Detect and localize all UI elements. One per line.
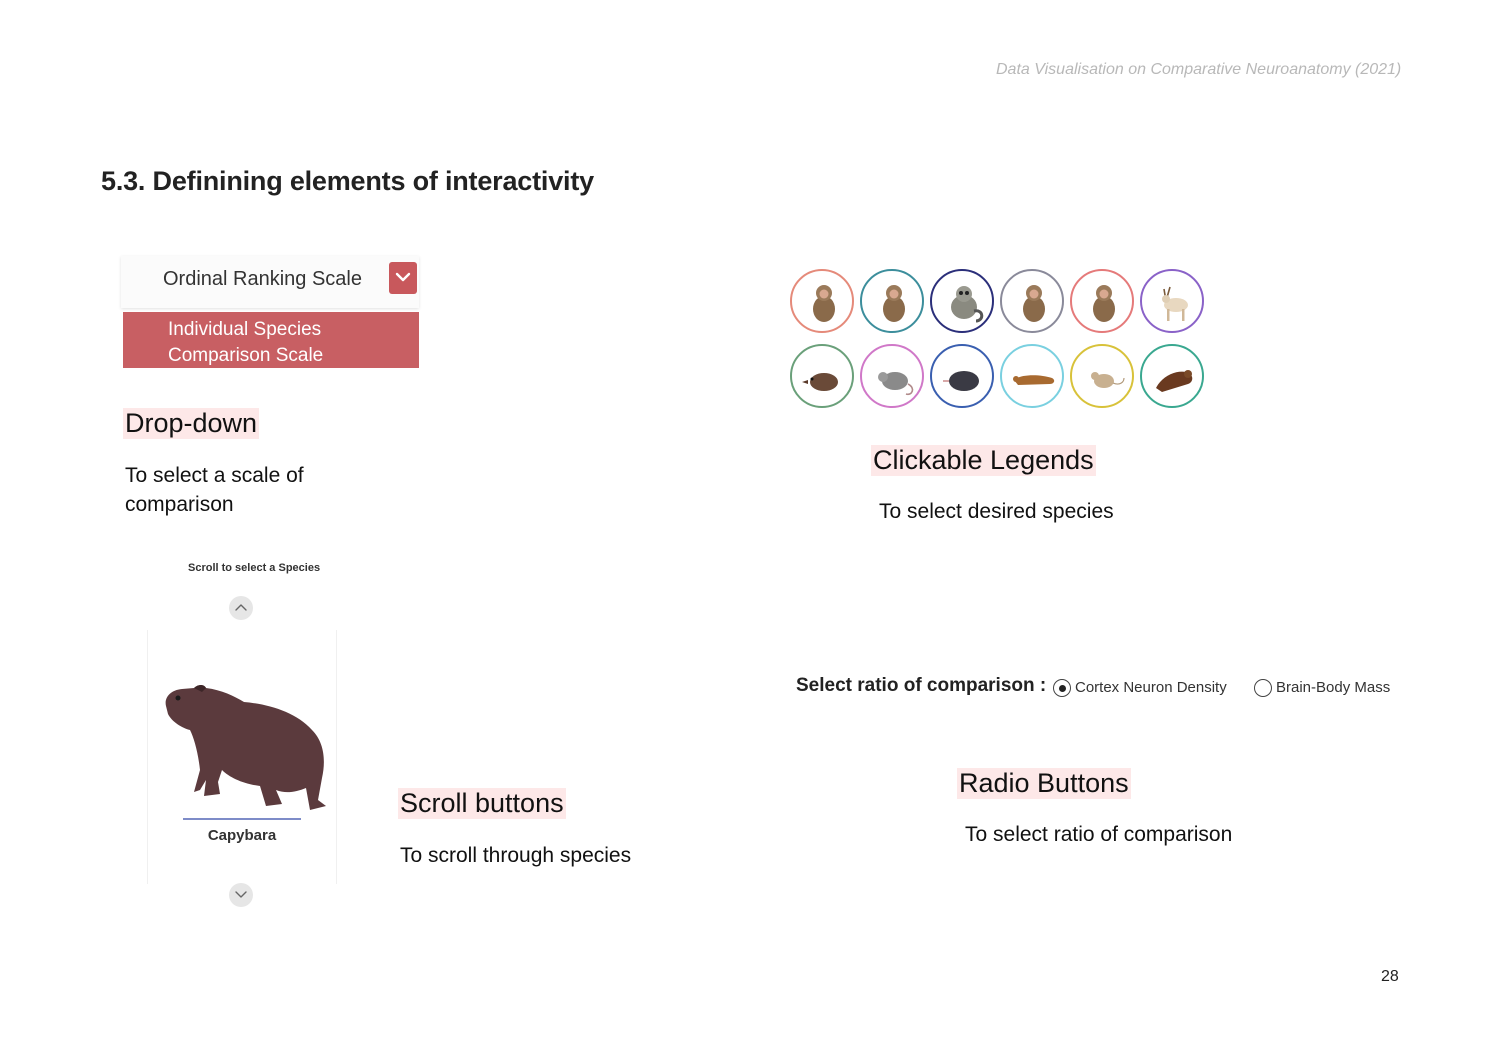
legend-item[interactable] [790, 269, 854, 333]
scale-dropdown[interactable] [121, 256, 419, 370]
radio-label-brain-body: Brain-Body Mass [1276, 679, 1391, 696]
scroll-title: Scroll to select a Species [188, 562, 321, 574]
page-number: 28 [1381, 968, 1399, 985]
dropdown-caption-title: Drop-down [125, 408, 258, 438]
radio-brain-body-mass[interactable] [1254, 679, 1272, 697]
document-header: Data Visualisation on Comparative Neuroanatomy (2021) [996, 61, 1402, 78]
section-title: 5.3. Definining elements of interactivity [101, 166, 594, 196]
legend-item[interactable] [1140, 269, 1204, 333]
legend-item[interactable] [1070, 344, 1134, 408]
legend-item[interactable] [1070, 269, 1134, 333]
monkey-icon [1010, 279, 1058, 327]
shrew-icon [800, 354, 848, 402]
legend-item[interactable] [860, 344, 924, 408]
chevron-down-icon [235, 890, 247, 899]
species-underline [183, 818, 301, 820]
scroll-caption-title: Scroll buttons [400, 788, 564, 818]
chevron-up-icon [235, 603, 247, 612]
marten-icon [1150, 354, 1198, 402]
radio-selected-dot [1059, 685, 1066, 692]
dropdown-option-label: Individual Species Comparison Scale [168, 319, 324, 366]
legend-item[interactable] [790, 344, 854, 408]
species-name: Capybara [207, 827, 277, 844]
legend-item[interactable] [860, 269, 924, 333]
legend-item[interactable] [1000, 344, 1064, 408]
radio-label-cortex: Cortex Neuron Density [1075, 679, 1227, 696]
legends-caption-title: Clickable Legends [873, 445, 1094, 475]
weasel-icon [1010, 354, 1058, 402]
species-legend [790, 269, 1210, 414]
dropdown-toggle-button[interactable] [389, 262, 417, 294]
monkey-icon [870, 279, 918, 327]
scroll-up-button[interactable] [229, 596, 253, 620]
legend-item[interactable] [930, 269, 994, 333]
scroll-down-button[interactable] [229, 883, 253, 907]
antelope-icon [1150, 279, 1198, 327]
capybara-icon [160, 682, 328, 814]
dropdown-caption-text: To select a scale of comparison [125, 464, 304, 516]
dropdown-selected[interactable] [121, 256, 419, 308]
legend-item[interactable] [1000, 269, 1064, 333]
chevron-down-icon [395, 271, 411, 283]
scroll-caption-text: To scroll through species [400, 844, 632, 867]
dropdown-option[interactable] [123, 312, 419, 368]
legends-caption-text: To select desired species [879, 500, 1114, 523]
monkey-icon [1080, 279, 1128, 327]
species-card [147, 630, 337, 884]
mouse-icon [1080, 354, 1128, 402]
dropdown-selected-label: Ordinal Ranking Scale [163, 268, 362, 290]
radio-caption-title: Radio Buttons [959, 768, 1129, 798]
mole-icon [940, 354, 988, 402]
radio-question: Select ratio of comparison : [796, 675, 1047, 696]
radio-caption-text: To select ratio of comparison [965, 823, 1233, 846]
lemur-icon [940, 279, 988, 327]
legend-item[interactable] [1140, 344, 1204, 408]
legend-item[interactable] [930, 344, 994, 408]
radio-cortex-neuron-density[interactable] [1053, 679, 1071, 697]
rat-icon [870, 354, 918, 402]
monkey-icon [800, 279, 848, 327]
